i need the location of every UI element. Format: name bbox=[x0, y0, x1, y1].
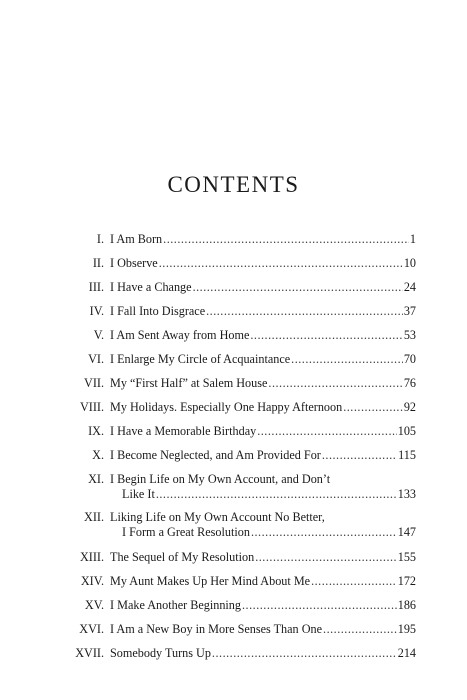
page-number: 172 bbox=[397, 574, 416, 588]
dot-leader bbox=[251, 525, 397, 540]
chapter-title: I Am Sent Away from Home bbox=[110, 328, 250, 342]
chapter-title-continued: Like It bbox=[122, 487, 155, 501]
dot-leader bbox=[193, 280, 403, 295]
chapter-number: V. bbox=[93, 328, 104, 342]
dot-leader bbox=[291, 352, 403, 367]
chapter-number: XV. bbox=[84, 598, 104, 612]
chapter-title: I Enlarge My Circle of Acquaintance bbox=[110, 352, 291, 366]
chapter-title: My Aunt Makes Up Her Mind About Me bbox=[110, 574, 311, 588]
chapter-title: Liking Life on My Own Account No Better, bbox=[110, 510, 325, 524]
page-number: 24 bbox=[403, 280, 416, 294]
chapter-title: I Am a New Boy in More Senses Than One bbox=[110, 622, 323, 636]
page-number: 155 bbox=[397, 550, 416, 564]
chapter-title-continued: I Form a Great Resolution bbox=[122, 525, 250, 539]
dot-leader bbox=[257, 424, 397, 439]
page-number: 70 bbox=[403, 352, 416, 366]
chapter-number: XI. bbox=[88, 472, 104, 486]
dot-leader bbox=[255, 550, 397, 565]
page-number: 1 bbox=[409, 232, 416, 246]
chapter-title: The Sequel of My Resolution bbox=[110, 550, 255, 564]
chapter-title: My Holidays. Especially One Happy Afternoon bbox=[110, 400, 343, 414]
chapter-number: II. bbox=[92, 256, 104, 270]
chapter-title: I Am Born bbox=[110, 232, 163, 246]
dot-leader bbox=[156, 487, 397, 502]
chapter-title: I Begin Life on My Own Account, and Don’t bbox=[110, 472, 331, 486]
chapter-number: XVI. bbox=[79, 622, 104, 636]
page-number: 214 bbox=[397, 646, 416, 660]
dot-leader bbox=[242, 598, 397, 613]
chapter-number: I. bbox=[96, 232, 104, 246]
chapter-title: I Have a Memorable Birthday bbox=[110, 424, 257, 438]
dot-leader bbox=[212, 646, 397, 661]
dot-leader bbox=[323, 622, 397, 637]
chapter-title: I Fall Into Disgrace bbox=[110, 304, 206, 318]
chapter-number: IV. bbox=[89, 304, 104, 318]
dot-leader bbox=[343, 400, 403, 415]
chapter-title: I Observe bbox=[110, 256, 158, 270]
page-number: 53 bbox=[403, 328, 416, 342]
dot-leader bbox=[250, 328, 402, 343]
page-number: 195 bbox=[397, 622, 416, 636]
chapter-number: IX. bbox=[88, 424, 104, 438]
dot-leader bbox=[206, 304, 403, 319]
chapter-title: I Become Neglected, and Am Provided For bbox=[110, 448, 321, 462]
chapter-title: Somebody Turns Up bbox=[110, 646, 211, 660]
chapter-number: III. bbox=[88, 280, 104, 294]
page-number: 76 bbox=[403, 376, 416, 390]
page-number: 10 bbox=[403, 256, 416, 270]
page-number: 115 bbox=[398, 448, 416, 462]
dot-leader bbox=[268, 376, 402, 391]
page-number: 105 bbox=[397, 424, 416, 438]
chapter-number: XII. bbox=[84, 510, 104, 524]
chapter-number: VI. bbox=[88, 352, 104, 366]
page-number: 37 bbox=[403, 304, 416, 318]
chapter-number: VII. bbox=[84, 376, 104, 390]
chapter-title: I Make Another Beginning bbox=[110, 598, 241, 612]
page-number: 147 bbox=[397, 525, 416, 539]
dot-leader bbox=[311, 574, 397, 589]
chapter-number: XIII. bbox=[79, 550, 104, 564]
chapter-number: VIII. bbox=[79, 400, 104, 414]
chapter-title: My “First Half” at Salem House bbox=[110, 376, 268, 390]
chapter-number: XIV. bbox=[80, 574, 104, 588]
chapter-number: XVII. bbox=[75, 646, 104, 660]
page-number: 133 bbox=[397, 487, 416, 501]
contents-heading: CONTENTS bbox=[167, 172, 300, 197]
chapter-title: I Have a Change bbox=[110, 280, 192, 294]
dot-leader bbox=[322, 448, 397, 463]
page-number: 92 bbox=[403, 400, 416, 414]
dot-leader bbox=[159, 256, 403, 271]
dot-leader bbox=[163, 232, 409, 247]
chapter-number: X. bbox=[92, 448, 104, 462]
page-number: 186 bbox=[397, 598, 416, 612]
